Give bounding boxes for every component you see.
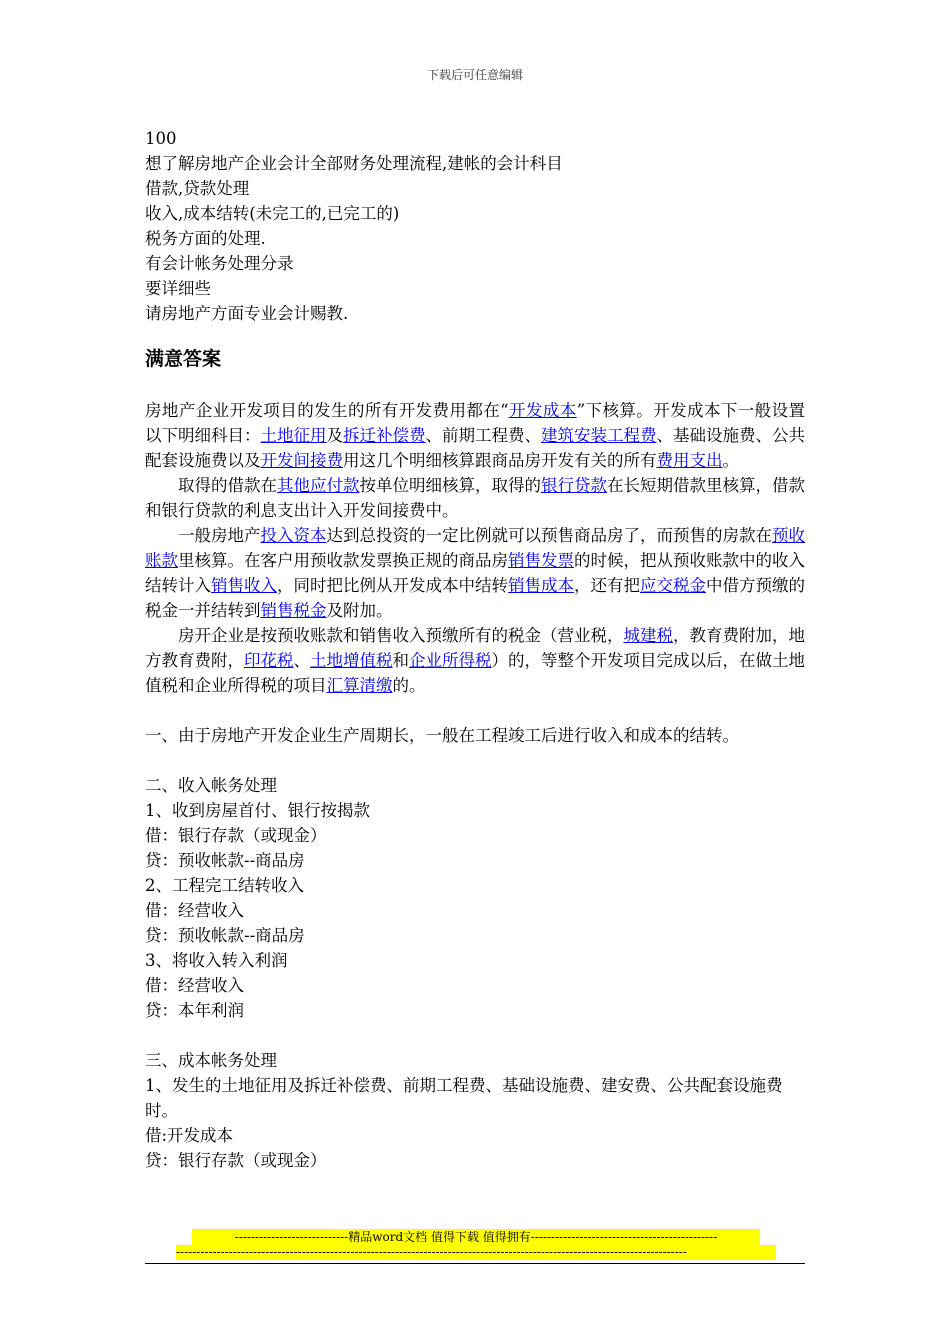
answer-paragraph-3: [145, 523, 805, 623]
paragraph-text: 、前期工程费、: [425, 426, 541, 445]
link-construction-installation[interactable]: 建筑安装工程费: [541, 426, 657, 445]
paragraph-text: ，教育费附加，地方教育费附，: [145, 626, 805, 670]
paragraph-text: 和: [392, 651, 409, 670]
entry-line: 借：经营收入: [145, 901, 244, 920]
spacer: [145, 748, 805, 773]
paragraph-text: 在长短期借款里核算，借款和银行贷款的利息支出计入开发间接费中。: [145, 476, 805, 520]
question-line: 想了解房地产企业会计全部财务处理流程,建帐的会计科目: [145, 154, 563, 173]
link-sales-tax[interactable]: 销售税金: [260, 601, 327, 620]
link-stamp-tax[interactable]: 印花税: [244, 651, 294, 670]
link-cost-of-sales[interactable]: 销售成本: [508, 576, 574, 595]
entry-line: 贷：预收帐款--商品房: [145, 851, 305, 870]
entry-line: 2、工程完工结转收入: [145, 876, 304, 895]
paragraph-text: 。: [722, 451, 739, 470]
question-line: 100: [145, 129, 177, 148]
entry-line: 1、收到房屋首付、银行按揭款: [145, 801, 370, 820]
section-1-text: 一、由于房地产开发企业生产周期长，一般在工程竣工后进行收入和成本的结转。: [145, 726, 739, 745]
footer-dashes: ------------------------------------------------------------------------------------------------------------------------------: [176, 1245, 776, 1260]
entry-line: 3、将收入转入利润: [145, 951, 288, 970]
section-2-heading: 二、收入帐务处理: [145, 776, 277, 795]
section-2-income: [145, 773, 805, 1023]
entry-line: 贷：预收帐款--商品房: [145, 926, 305, 945]
link-bank-loan[interactable]: 银行贷款: [541, 476, 607, 495]
entry-line: 借：银行存款（或现金）: [145, 826, 327, 845]
paragraph-text: 及附加。: [326, 601, 393, 620]
paragraph-text: 用这几个明细核算跟商品房开发有关的所有: [343, 451, 657, 470]
spacer: [145, 698, 805, 723]
entry-line: 1、发生的土地征用及拆迁补偿费、前期工程费、基础设施费、建安费、公共配套设施费时。: [145, 1076, 783, 1120]
section-3-cost: [145, 1048, 805, 1173]
link-sales-revenue[interactable]: 销售收入: [211, 576, 277, 595]
document-body: [145, 126, 805, 1173]
paragraph-text: 房地产企业开发项目的发生的所有开发费用都在“: [145, 401, 509, 420]
footer-banner: ----------------------------精品word文档 值得下载 值得拥有----------------------------------------------: [192, 1229, 760, 1245]
question-line: 借款,贷款处理: [145, 179, 250, 198]
spacer: [145, 1023, 805, 1048]
link-development-indirect-cost[interactable]: 开发间接费: [260, 451, 343, 470]
entry-line: 贷：银行存款（或现金）: [145, 1151, 327, 1170]
paragraph-text: ）的，等整个开发项目完成以后，在做土地值税和企业所得税的项目: [145, 651, 805, 695]
paragraph-text: 一般房地产: [178, 526, 261, 545]
link-final-settlement[interactable]: 汇算清缴: [326, 676, 393, 695]
question-block: [145, 126, 805, 326]
paragraph-text: 中借方预缴的税金一并结转到: [145, 576, 805, 620]
link-land-acquisition[interactable]: 土地征用: [260, 426, 327, 445]
paragraph-text: 的时候，把从预收账款中的收入结转计入: [145, 551, 805, 595]
link-taxes-payable[interactable]: 应交税金: [640, 576, 706, 595]
footer-rule: [145, 1263, 805, 1264]
link-land-appreciation-tax[interactable]: 土地增值税: [310, 651, 393, 670]
paragraph-text: ，同时把比例从开发成本中结转: [277, 576, 508, 595]
link-expense[interactable]: 费用支出: [656, 451, 723, 470]
link-advance-receipts[interactable]: 预收账款: [145, 526, 805, 570]
entry-line: 贷：本年利润: [145, 1001, 244, 1020]
answer-paragraph-2: [145, 473, 805, 523]
answer-paragraph-1: [145, 398, 805, 473]
entry-line: 借:开发成本: [145, 1126, 234, 1145]
question-line: 有会计帐务处理分录: [145, 254, 294, 273]
link-development-cost[interactable]: 开发成本: [508, 401, 577, 420]
link-other-payables[interactable]: 其他应付款: [277, 476, 360, 495]
entry-line: 借：经营收入: [145, 976, 244, 995]
question-line: 要详细些: [145, 279, 211, 298]
paragraph-text: 按单位明细核算，取得的: [359, 476, 541, 495]
paragraph-text: ，还有把: [574, 576, 640, 595]
paragraph-text: ”下核算。开发成本下一般设置以下明细科目：: [145, 401, 806, 445]
link-invested-capital[interactable]: 投入资本: [260, 526, 327, 545]
link-corporate-income-tax[interactable]: 企业所得税: [409, 651, 492, 670]
paragraph-text: 、: [293, 651, 310, 670]
paragraph-text: 的。: [392, 676, 426, 695]
page-header: 下载后可任意编辑: [426, 68, 523, 82]
answer-title: 满意答案: [145, 348, 222, 370]
answer-paragraph-4: [145, 623, 805, 698]
paragraph-text: 及: [326, 426, 343, 445]
paragraph-text: 里核算。在客户用预收款发票换正规的商品房: [178, 551, 508, 570]
section-3-heading: 三、成本帐务处理: [145, 1051, 277, 1070]
paragraph-text: 房开企业是按预收账款和销售收入预缴所有的税金（营业税，: [178, 626, 624, 645]
paragraph-text: 取得的借款在: [178, 476, 277, 495]
link-sales-invoice[interactable]: 销售发票: [508, 551, 574, 570]
link-demolition-compensation[interactable]: 拆迁补偿费: [343, 426, 426, 445]
question-line: 请房地产方面专业会计赐教.: [145, 304, 349, 323]
question-line: 收入,成本结转(未完工的,已完工的): [145, 204, 400, 223]
question-line: 税务方面的处理.: [145, 229, 266, 248]
link-urban-construction-tax[interactable]: 城建税: [623, 626, 673, 645]
paragraph-text: 达到总投资的一定比例就可以预售商品房了，而预售的房款在: [326, 526, 772, 545]
paragraph-text: 、基础设施费、公共配套设施费以及: [145, 426, 805, 470]
